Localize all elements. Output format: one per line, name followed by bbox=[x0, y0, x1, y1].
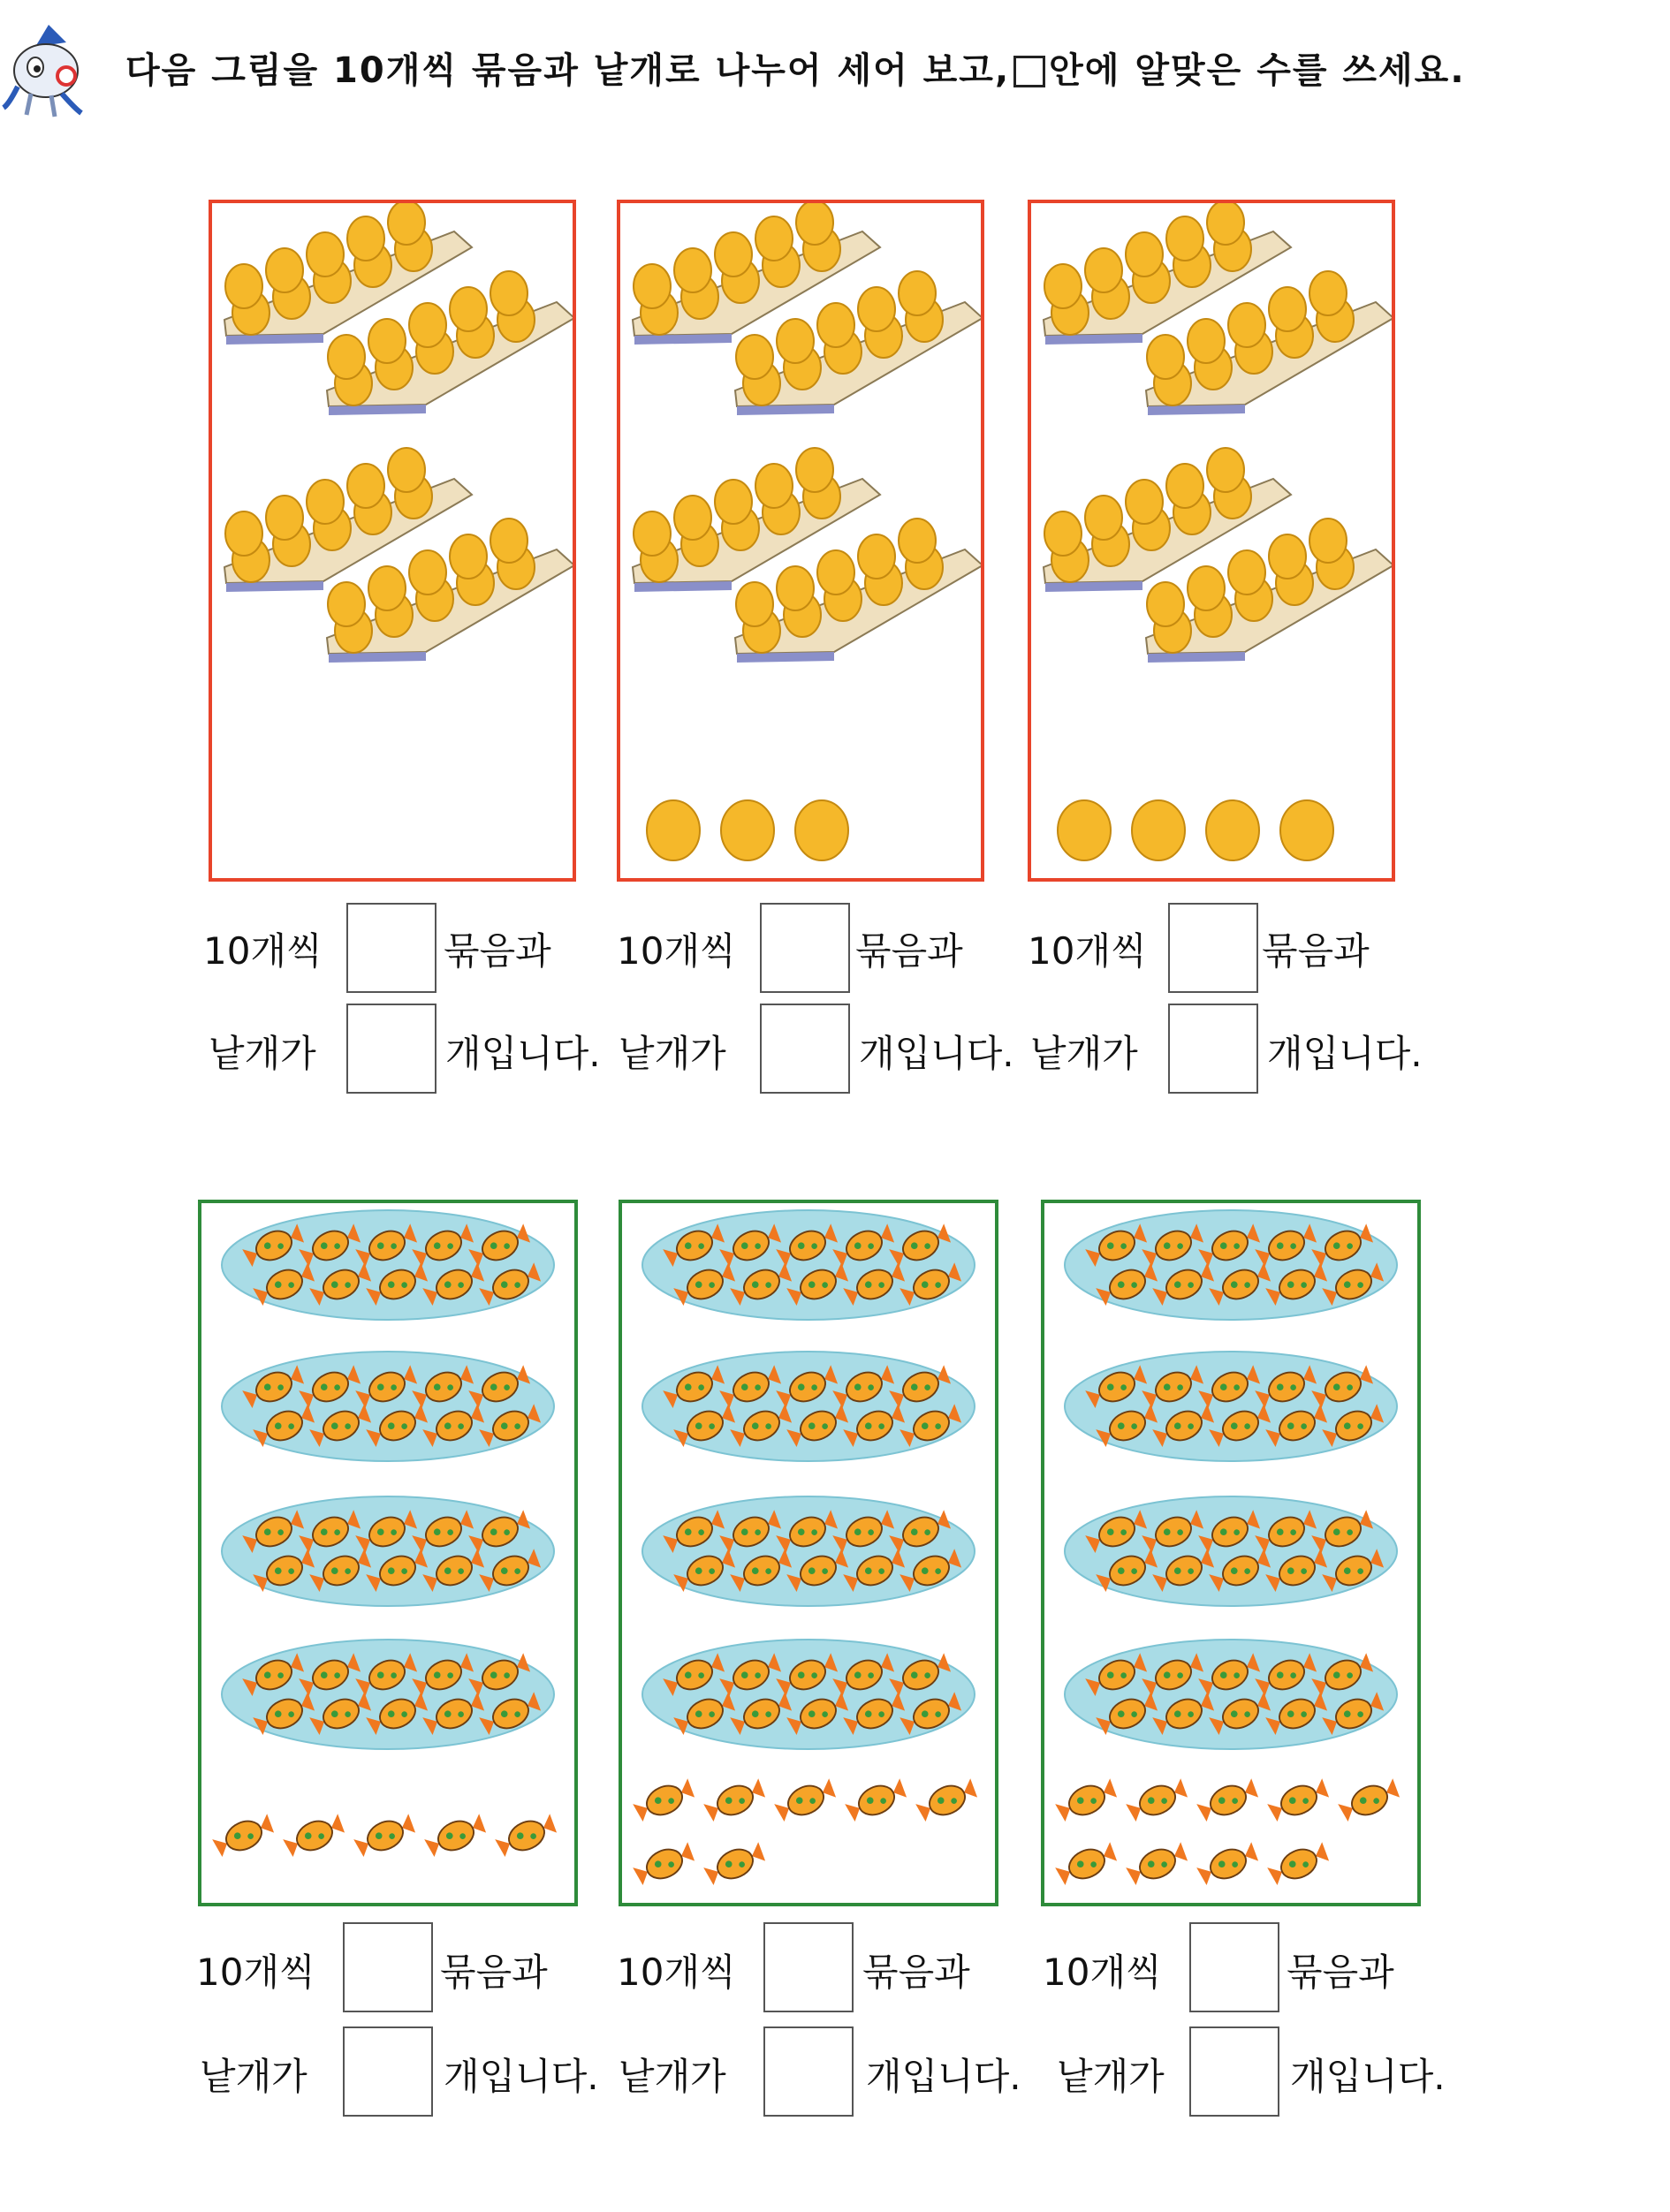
egg bbox=[450, 287, 487, 331]
answer-box-symbol bbox=[1013, 56, 1045, 87]
candy-panel-3 bbox=[1041, 1200, 1421, 1906]
loose-egg bbox=[1280, 800, 1333, 860]
suffix-label: 개입니다. bbox=[444, 2055, 599, 2098]
egg bbox=[777, 319, 814, 363]
egg bbox=[715, 480, 752, 524]
egg bbox=[1269, 287, 1306, 331]
candy bbox=[1337, 1776, 1403, 1825]
candy-plate-of-ten bbox=[642, 1210, 975, 1320]
egg bbox=[266, 496, 303, 540]
ones-label: 낱개가 bbox=[619, 2055, 726, 2098]
egg bbox=[796, 203, 833, 245]
egg bbox=[347, 216, 384, 261]
tens-label: 10개씩 bbox=[196, 1951, 315, 1994]
egg bbox=[634, 264, 671, 308]
bundles-label: 묶음과 bbox=[444, 929, 551, 973]
candy-plate-of-ten bbox=[642, 1352, 975, 1461]
egg bbox=[388, 203, 425, 245]
egg bbox=[225, 511, 262, 556]
instruction-text bbox=[125, 42, 1466, 93]
candy-plate-of-ten bbox=[222, 1210, 554, 1320]
candy bbox=[702, 1839, 769, 1889]
egg bbox=[409, 303, 446, 347]
candy bbox=[1054, 1839, 1120, 1889]
egg bbox=[1147, 335, 1184, 379]
candy bbox=[1266, 1776, 1332, 1825]
candy-panel-1 bbox=[198, 1200, 578, 1906]
egg bbox=[1126, 480, 1163, 524]
ones-label: 낱개가 bbox=[1030, 1032, 1138, 1075]
egg bbox=[715, 232, 752, 276]
egg bbox=[674, 248, 711, 292]
candy-plate-of-ten bbox=[1065, 1352, 1397, 1461]
candy-plate-of-ten bbox=[222, 1496, 554, 1606]
egg bbox=[899, 519, 936, 563]
egg bbox=[1044, 511, 1082, 556]
cartoon-mascot-icon bbox=[0, 16, 97, 122]
egg bbox=[1228, 550, 1265, 595]
candy bbox=[632, 1776, 698, 1825]
candy bbox=[211, 1811, 277, 1860]
egg bbox=[1085, 248, 1122, 292]
ones-answer-box-2[interactable] bbox=[760, 1004, 850, 1094]
egg bbox=[817, 303, 854, 347]
tens-answer-box-4[interactable] bbox=[343, 1922, 433, 2012]
egg bbox=[490, 519, 528, 563]
candy bbox=[915, 1776, 981, 1825]
candy-plate-of-ten bbox=[1065, 1640, 1397, 1749]
candy bbox=[1196, 1776, 1262, 1825]
egg bbox=[817, 550, 854, 595]
candy-plate-of-ten bbox=[642, 1496, 975, 1606]
tens-answer-box-1[interactable] bbox=[346, 903, 436, 993]
bundles-label: 묶음과 bbox=[440, 1951, 548, 1994]
egg bbox=[1207, 203, 1244, 245]
bundles-label: 묶음과 bbox=[855, 929, 963, 973]
ones-answer-box-1[interactable] bbox=[346, 1004, 436, 1094]
bundles-label: 묶음과 bbox=[1262, 929, 1370, 973]
egg bbox=[1309, 271, 1347, 315]
candy-panel-2 bbox=[619, 1200, 998, 1906]
egg bbox=[736, 582, 773, 626]
egg bbox=[674, 496, 711, 540]
bundles-label: 묶음과 bbox=[1287, 1951, 1394, 1994]
tens-answer-box-3[interactable] bbox=[1168, 903, 1258, 993]
egg bbox=[1147, 582, 1184, 626]
loose-egg bbox=[795, 800, 848, 860]
egg bbox=[307, 480, 344, 524]
candy bbox=[702, 1776, 769, 1825]
candy bbox=[1266, 1839, 1332, 1889]
candy-plate-of-ten bbox=[222, 1352, 554, 1461]
candy bbox=[494, 1811, 560, 1860]
egg bbox=[1166, 464, 1203, 508]
egg bbox=[328, 582, 365, 626]
suffix-label: 개입니다. bbox=[859, 1032, 1014, 1075]
ones-answer-box-3[interactable] bbox=[1168, 1004, 1258, 1094]
egg bbox=[858, 534, 895, 579]
egg bbox=[755, 464, 793, 508]
ones-label: 낱개가 bbox=[200, 2055, 307, 2098]
egg bbox=[1228, 303, 1265, 347]
ones-label: 낱개가 bbox=[209, 1032, 316, 1075]
loose-egg bbox=[1206, 800, 1259, 860]
egg bbox=[736, 335, 773, 379]
egg-panel-2 bbox=[617, 200, 984, 882]
egg bbox=[1085, 496, 1122, 540]
egg bbox=[328, 335, 365, 379]
egg bbox=[1166, 216, 1203, 261]
suffix-label: 개입니다. bbox=[1290, 2055, 1446, 2098]
egg bbox=[796, 448, 833, 492]
suffix-label: 개입니다. bbox=[1267, 1032, 1423, 1075]
egg bbox=[450, 534, 487, 579]
candy bbox=[1196, 1839, 1262, 1889]
egg bbox=[1207, 448, 1244, 492]
loose-egg bbox=[721, 800, 774, 860]
egg bbox=[899, 271, 936, 315]
egg bbox=[777, 566, 814, 610]
ones-answer-box-4[interactable] bbox=[343, 2026, 433, 2117]
loose-egg bbox=[647, 800, 700, 860]
candy-plate-of-ten bbox=[642, 1640, 975, 1749]
egg bbox=[634, 511, 671, 556]
tens-label: 10개씩 bbox=[1028, 929, 1147, 973]
egg bbox=[755, 216, 793, 261]
loose-egg bbox=[1058, 800, 1111, 860]
tens-label: 10개씩 bbox=[617, 1951, 736, 1994]
egg bbox=[368, 319, 406, 363]
tens-label: 10개씩 bbox=[617, 929, 736, 973]
suffix-label: 개입니다. bbox=[445, 1032, 601, 1075]
candy bbox=[1054, 1776, 1120, 1825]
candy-plate-of-ten bbox=[1065, 1210, 1397, 1320]
candy-plate-of-ten bbox=[222, 1640, 554, 1749]
tens-answer-box-5[interactable] bbox=[763, 1922, 854, 2012]
ones-label: 낱개가 bbox=[1057, 2055, 1165, 2098]
tens-label: 10개씩 bbox=[1043, 1951, 1162, 1994]
loose-egg bbox=[1132, 800, 1185, 860]
egg-panel-3 bbox=[1028, 200, 1395, 882]
candy bbox=[844, 1776, 910, 1825]
candy bbox=[632, 1839, 698, 1889]
candy bbox=[353, 1811, 419, 1860]
egg bbox=[409, 550, 446, 595]
egg bbox=[266, 248, 303, 292]
candy bbox=[773, 1776, 839, 1825]
egg bbox=[1188, 319, 1225, 363]
candy bbox=[1125, 1776, 1191, 1825]
egg bbox=[388, 448, 425, 492]
candy bbox=[282, 1811, 348, 1860]
egg bbox=[858, 287, 895, 331]
egg bbox=[1044, 264, 1082, 308]
instruction-part-1: 다음 그림을 10개씩 묶음과 낱개로 나누어 세어 보고, bbox=[125, 50, 1011, 91]
tens-label: 10개씩 bbox=[203, 929, 323, 973]
egg bbox=[225, 264, 262, 308]
egg-panel-1 bbox=[209, 200, 576, 882]
egg bbox=[347, 464, 384, 508]
tens-answer-box-6[interactable] bbox=[1189, 1922, 1279, 2012]
candy bbox=[423, 1811, 490, 1860]
suffix-label: 개입니다. bbox=[866, 2055, 1021, 2098]
egg bbox=[1126, 232, 1163, 276]
candy bbox=[1125, 1839, 1191, 1889]
instruction-part-2: 안에 알맞은 수를 쓰세요. bbox=[1049, 50, 1466, 91]
ones-answer-box-6[interactable] bbox=[1189, 2026, 1279, 2117]
egg bbox=[490, 271, 528, 315]
egg bbox=[1309, 519, 1347, 563]
egg bbox=[1269, 534, 1306, 579]
egg bbox=[307, 232, 344, 276]
ones-answer-box-5[interactable] bbox=[763, 2026, 854, 2117]
ones-label: 낱개가 bbox=[619, 1032, 726, 1075]
bundles-label: 묶음과 bbox=[862, 1951, 970, 1994]
egg bbox=[1188, 566, 1225, 610]
tens-answer-box-2[interactable] bbox=[760, 903, 850, 993]
candy-plate-of-ten bbox=[1065, 1496, 1397, 1606]
egg bbox=[368, 566, 406, 610]
